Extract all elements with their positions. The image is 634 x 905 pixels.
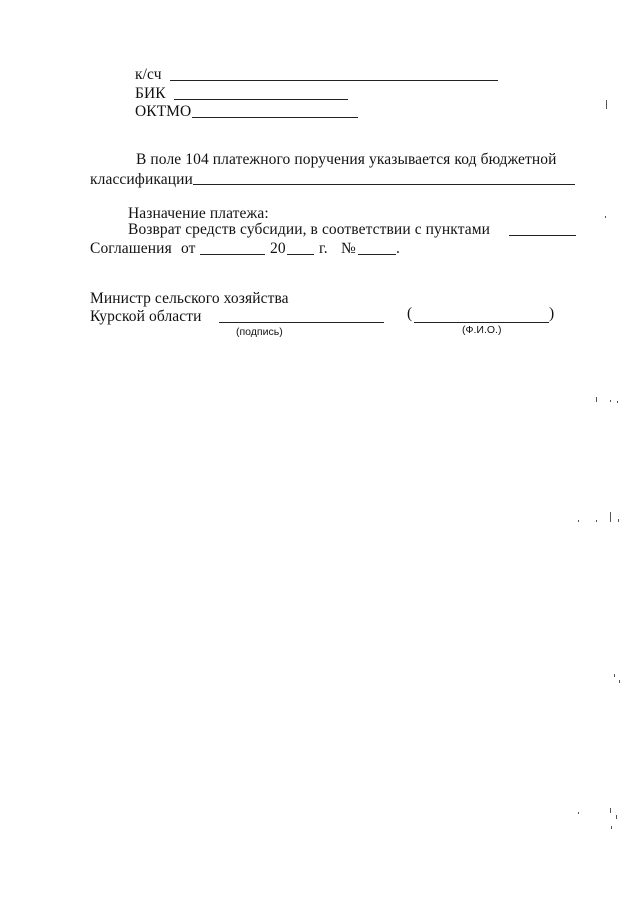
payment-purpose-heading: Назначение платежа: [128,205,269,222]
oktmo-blank [192,117,358,118]
fio-caption: (Ф.И.О.) [462,324,502,336]
signature-blank [219,322,384,323]
scan-speck [610,400,611,402]
number-sign: № [341,240,356,257]
date-blank [200,254,265,255]
signer-title-line2: Курской области [90,308,202,325]
year-prefix: 20 [270,240,286,257]
scan-speck [605,216,606,218]
scan-speck [578,812,579,814]
signature-caption: (подпись) [236,326,283,338]
year-blank [287,254,314,255]
points-blank [509,235,576,236]
signer-title-line1: Министр сельского хозяйства [90,290,289,307]
field-104-text-line2: классификации [90,171,193,188]
scan-speck [618,519,619,522]
fio-open-paren: ( [407,305,413,322]
oktmo-label: ОКТМО [135,103,192,120]
scan-speck [578,520,579,522]
payment-purpose-line1: Возврат средств субсидии, в соответствии с пунктами [128,221,491,238]
scan-speck [610,512,611,522]
field-104-text-line1: В поле 104 платежного поручения указывается код бюджетной [136,151,557,168]
scan-speck [610,808,611,813]
bik-blank [174,99,348,100]
agreement-label: Соглашения [90,240,172,257]
fio-close-paren: ) [549,305,555,322]
corr-account-blank [170,80,498,81]
fio-blank [414,322,549,323]
scan-speck [617,401,618,403]
corr-account-label: к/сч [135,66,162,83]
year-suffix: г. [319,240,328,257]
bik-label: БИК [135,85,166,102]
agreement-number-blank [358,254,396,255]
scan-speck [596,397,597,402]
scan-speck [606,100,607,109]
period: . [396,240,400,257]
scan-speck [611,826,612,829]
from-label: от [181,240,196,257]
scan-speck [614,674,615,677]
budget-code-blank [193,184,575,185]
scan-speck [619,680,620,683]
scan-speck [616,815,617,819]
scan-speck [596,520,597,522]
